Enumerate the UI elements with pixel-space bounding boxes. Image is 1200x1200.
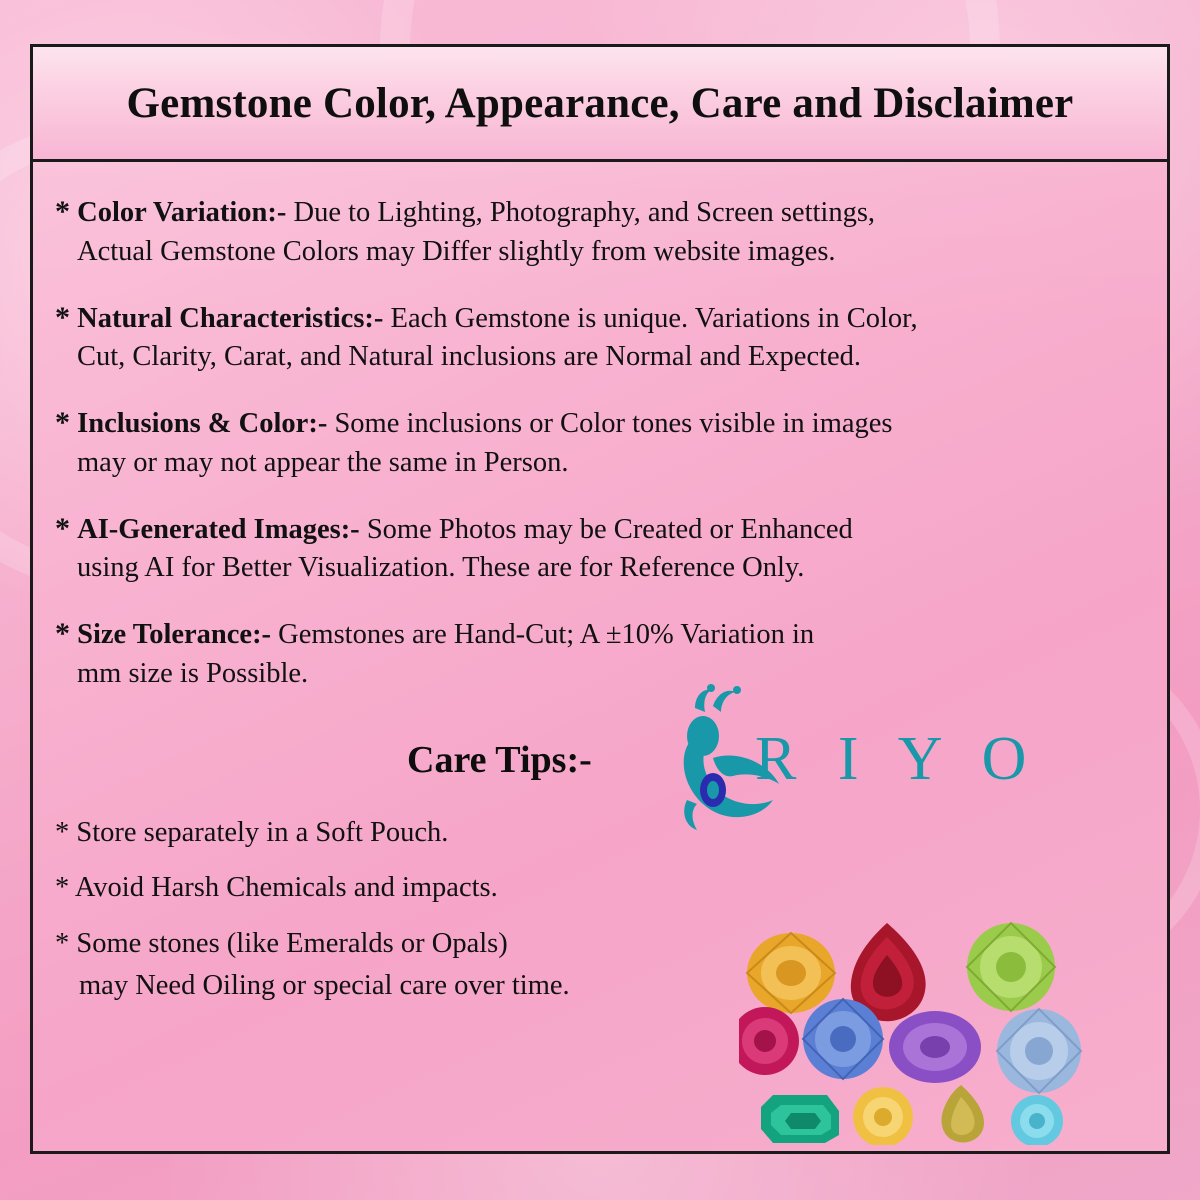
- care-item-subtext: may Need Oiling or special care over time.: [79, 969, 570, 1001]
- bullet-body: Some Photos may be Created or Enhanced: [359, 513, 853, 545]
- bullet-marker: *: [55, 195, 70, 228]
- bullet-marker: *: [55, 617, 70, 651]
- bullet-body-line2: Actual Gemstone Colors may Differ slightly from website images.: [77, 235, 836, 267]
- gem-amethyst-oval: [889, 1011, 981, 1083]
- care-item-store-pouch: [55, 812, 755, 854]
- gem-blue-topaz-round: [1011, 1095, 1063, 1145]
- gem-yellow-round: [853, 1087, 913, 1145]
- bullet-lead: Natural Characteristics:-: [77, 302, 384, 334]
- brand-name: R I Y O: [755, 724, 1040, 793]
- disclaimer-card: [30, 44, 1170, 1154]
- bullet-lead: Inclusions & Color:-: [77, 408, 328, 440]
- care-item-text: Avoid Harsh Chemicals and impacts.: [74, 872, 498, 904]
- bullet-body: Some inclusions or Color tones visible in images: [327, 408, 893, 440]
- content-area: [33, 162, 1167, 1006]
- bullet-body: Gemstones are Hand-Cut; A ±10% Variation in: [271, 619, 815, 651]
- care-item-text: Some stones (like Emeralds or Opals): [76, 927, 508, 959]
- gem-peridot-round: [967, 923, 1055, 1011]
- gem-aquamarine-round: [997, 1009, 1081, 1093]
- bullet-marker: *: [55, 872, 70, 904]
- bullet-lead: Size Tolerance:-: [77, 619, 272, 651]
- bullet-natural-characteristics: [55, 298, 1145, 378]
- bullet-body-line2: using AI for Better Visualization. These are for Reference Only.: [77, 552, 805, 584]
- bullet-marker: *: [55, 300, 70, 334]
- page-title: Gemstone Color, Appearance, Care and Disclaimer: [126, 79, 1074, 127]
- gemstone-cluster: [739, 915, 1159, 1145]
- bullet-body: Each Gemstone is unique. Variations in Color,: [383, 302, 918, 334]
- bullet-marker: *: [55, 816, 70, 848]
- care-item-text: Store separately in a Soft Pouch.: [76, 816, 449, 848]
- care-tips-list: [55, 812, 755, 1006]
- bullet-size-tolerance: [55, 614, 1145, 694]
- bullet-body-line2: mm size is Possible.: [77, 657, 309, 689]
- care-item-oiling: [55, 923, 755, 1006]
- bullet-marker: *: [55, 927, 70, 959]
- bullet-body-line2: Cut, Clarity, Carat, and Natural inclusions are Normal and Expected.: [77, 341, 862, 373]
- header-band: [33, 47, 1167, 162]
- bullet-inclusions-color: [55, 403, 1145, 483]
- care-tips-title: Care Tips:-: [407, 738, 592, 781]
- gem-sapphire-round: [803, 999, 883, 1079]
- gem-olive-pear: [942, 1085, 985, 1143]
- care-tips-header-row: [55, 720, 1145, 806]
- gem-emerald-emerald-cut: [761, 1095, 839, 1143]
- bullet-body: Due to Lighting, Photography, and Screen settings,: [286, 197, 876, 228]
- bullet-color-variation: [55, 192, 1145, 272]
- bullet-lead: Color Variation:-: [77, 197, 287, 228]
- gem-citrine-oval: [747, 933, 835, 1013]
- gem-ruby-round: [739, 1007, 799, 1075]
- bullet-body-line2: may or may not appear the same in Person.: [77, 446, 569, 478]
- bullet-marker: *: [55, 406, 70, 440]
- bullet-marker: *: [55, 511, 70, 545]
- care-item-avoid-chemicals: [55, 867, 755, 909]
- bullet-lead: AI-Generated Images:-: [77, 513, 360, 545]
- bullet-ai-generated-images: [55, 509, 1145, 589]
